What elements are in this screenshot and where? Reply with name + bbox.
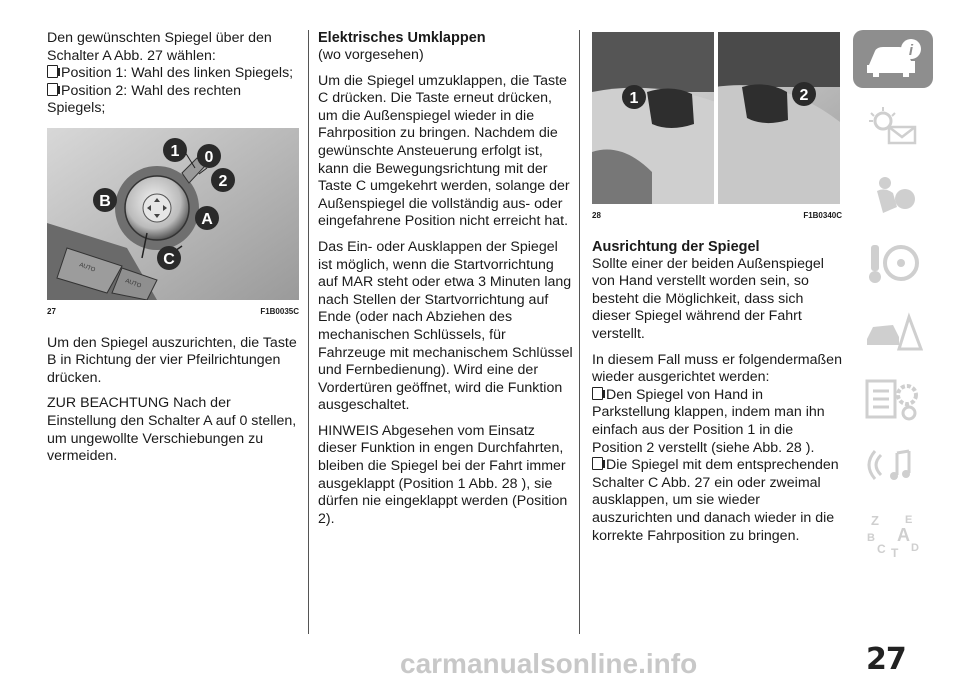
figure-code: F1B0035C [260,306,299,316]
figure-28-caption [592,207,842,225]
tab-warning-lights[interactable] [853,98,933,156]
index-letter-d: D [911,542,919,554]
tab-emergency[interactable] [853,302,933,360]
switch-label-auto-1: AUTO [78,262,96,274]
paragraph-adjust: Um den Spiegel auszurichten, die Taste B in Richtung der vier Pfeilrichtungen drücken. [47,334,297,386]
fig27-label-0: 0 [204,148,214,166]
fig28-label-2: 2 [799,87,809,104]
page-number: 27 [866,642,906,677]
index-letter-z: Z [871,513,879,528]
column-divider [579,30,580,634]
car-info-icon [863,37,923,81]
bullet-icon [47,83,58,96]
chapter-tab-rail [853,30,933,574]
fig27-label-C: C [163,250,175,268]
mirror-fold-photo [592,32,840,204]
index-letter-e: E [905,514,913,526]
column-1 [47,30,299,474]
mirror-switch-photo [47,128,299,300]
tab-multimedia[interactable] [853,438,933,496]
index-letter-t: T [891,546,899,559]
bullet-position-1: Position 1: Wahl des linken Spiegels; [61,65,294,82]
fig27-label-A: A [201,210,213,228]
fig27-label-2: 2 [218,172,228,190]
bullet-park-position: Den Spiegel von Hand in Parkstellung klappen, indem man ihn einfach aus der Position 1 in die Position 2 verstellt (siehe Abb. 28 ). [592,386,825,456]
paragraph-conditions: Das Ein- oder Ausklappen der Spiegel ist möglich, wenn die Startvorrichtung auf MAR steht oder etwa 3 Minuten lang nach Stellen der Startvorrichtung auf Ende (oder nach Abziehen des mechanischen Schlüssels, für Fahrzeuge mit mechanischem Schlüssel und Fernbedienung). Wird eine der Vordertüren geöffnet, wird die Funktion ausgeschaltet. [318,238,573,414]
heading-mirror-alignment: Ausrichtung der Spiegel [592,238,760,255]
fig27-label-1: 1 [170,142,180,160]
paragraph-realign: In diesem Fall muss er folgendermaßen wieder ausgerichtet werden: Den Spiegel von Hand in Parkstellung klappen, indem man ihn einfach aus der Position 1 in die Position 2 verstellt (siehe Abb. 28 ). Die Spiegel mit dem entsprechenden Schalter C Abb. 27 ein oder zweimal ausklappen, um sie wieder auszurichten und danach wieder in die korrekte Fahrposition zu bringen. [592,351,842,544]
figure-28 [592,32,842,225]
index-letter-c: C [877,542,886,556]
paragraph-hint: HINWEIS Abgesehen vom Einsatz dieser Funktion in engen Durchfahrten, bleiben die Spiegel bei der Fahrt immer ausgeklappt (Position 1 Abb. 28 ), sie dürfen nie eingeklappt werden (Position 2). [318,422,568,527]
figure-number: 27 [47,306,56,316]
tab-index[interactable] [853,506,933,564]
figure-number: 28 [592,211,601,220]
multimedia-icon [863,445,923,489]
index-letter-a: A [897,525,910,545]
maintenance-icon [863,377,923,421]
subheading: (wo vorgesehen) [318,47,424,63]
figure-27 [47,128,299,321]
bullet-icon [47,65,58,78]
paragraph-manual-adjust: Sollte einer der beiden Außenspiegel von Hand verstellt worden sein, so besteht die Möglichkeit, dass sich dieser Spiegel während der Fahrt verstellt. [592,255,824,342]
bullet-position-2: Position 2: Wahl des rechten Spiegels; [47,82,242,117]
column-2 [318,30,573,536]
warning-lights-icon [863,105,923,149]
heading-electric-fold: Elektrisches Umklappen [318,30,486,46]
tab-car-info[interactable] [853,30,933,88]
bullet-icon [592,387,603,400]
tab-safety[interactable] [853,166,933,224]
bullet-icon [592,457,603,470]
fig27-label-B: B [99,192,111,210]
switch-label-auto-2: AUTO [124,278,142,290]
tab-maintenance[interactable] [853,370,933,428]
paragraph-note: ZUR BEACHTUNG Nach der Einstellung den Schalter A auf 0 stellen, um ungewollte Verschiebungen zu vermeiden. [47,395,297,465]
figure-27-caption [47,303,299,321]
watermark: carmanualsonline.info [400,648,698,679]
index-letter-b: B [867,532,875,544]
airbag-safety-icon [863,173,923,217]
info-glyph: i [908,42,914,59]
paragraph-fold: Um die Spiegel umzuklappen, die Taste C drücken. Die Taste erneut drücken, um die Außenspiegel wieder in die Fahrposition zu bringen. Nachdem die gewünschte Ansteuerung erfolgt ist, kann die Bewegungsrichtung mit der Taste C umgekehrt werden, solange der Außenspiegel die vollständig aus- oder eingefahrene Position nicht erreicht hat. [318,72,570,230]
column-divider [308,30,309,634]
fig28-label-1: 1 [629,90,639,107]
bullet-switch-c: Die Spiegel mit dem entsprechenden Schalter C Abb. 27 ein oder zweimal ausklappen, um sie wieder auszurichten und danach wieder in die korrekte Fahrposition zu bringen. [592,457,839,544]
steering-key-icon [863,241,923,285]
tab-starting-driving[interactable] [853,234,933,292]
index-icon [863,511,923,559]
column-3 [592,30,842,545]
accident-icon [863,309,923,353]
intro-text: Den gewünschten Spiegel über den Schalter A Abb. 27 wählen: Position 1: Wahl des linken Spiegels; Position 2: Wahl des rechten Spiegels; [47,30,294,117]
figure-code: F1B0340C [803,211,842,220]
